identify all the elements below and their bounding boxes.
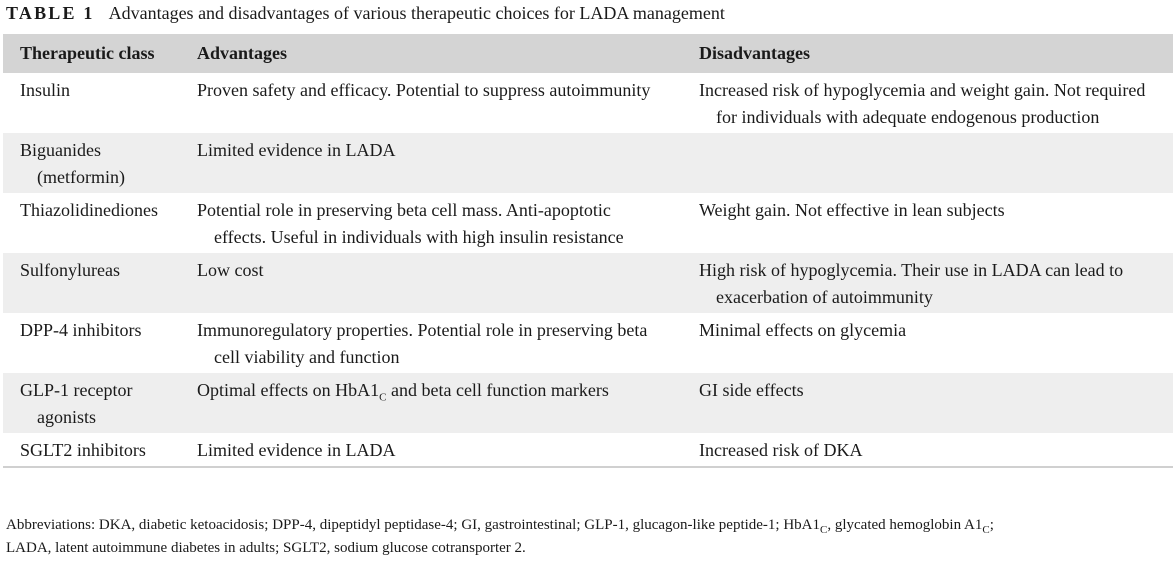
cell-advantages <box>179 433 681 467</box>
cell-class <box>3 193 179 253</box>
cell-class <box>3 313 179 373</box>
class-text: SGLT2 inhibitors <box>20 440 146 460</box>
class-text: Thiazolidinediones <box>20 200 158 220</box>
header-disadvantages: Disadvantages <box>681 34 1173 73</box>
cell-disadvantages <box>681 373 1173 433</box>
advantages-text: Potential role in preserving beta cell mass. Anti-apoptotic effects. Useful in individuals with high insulin resistance <box>197 200 624 247</box>
disadvantages-text: Increased risk of DKA <box>699 440 863 460</box>
cell-class <box>3 373 179 433</box>
footnote-sub1: C <box>820 524 828 536</box>
table-row <box>3 433 1173 467</box>
cell-advantages <box>179 133 681 193</box>
table-row <box>3 133 1173 193</box>
table-footnote <box>6 514 1172 560</box>
table-header-row <box>3 34 1173 73</box>
cell-class <box>3 433 179 467</box>
cell-disadvantages <box>681 433 1173 467</box>
disadvantages-text: Minimal effects on glycemia <box>699 320 907 340</box>
disadvantages-text: Increased risk of hypoglycemia and weight gain. Not required for individuals with adequate endogenous production <box>699 80 1146 127</box>
cell-disadvantages <box>681 133 1173 193</box>
table-row <box>3 193 1173 253</box>
table-title: Advantages and disadvantages of various therapeutic choices for LADA management <box>108 3 725 23</box>
therapy-table <box>3 34 1173 468</box>
header-therapeutic-class: Therapeutic class <box>3 34 179 73</box>
footnote-part1: Abbreviations: DKA, diabetic ketoacidosis; DPP-4, dipeptidyl peptidase-4; GI, gastrointestinal; GLP-1, glucagon-like peptide-1; HbA1 <box>6 517 821 533</box>
hba1c-subscript: C <box>379 391 387 404</box>
class-text: DPP-4 inhibitors <box>20 320 142 340</box>
advantages-text-post: and beta cell function markers <box>386 380 609 400</box>
footnote-sub2: C <box>982 524 990 536</box>
table-row <box>3 313 1173 373</box>
header-advantages: Advantages <box>179 34 681 73</box>
cell-disadvantages <box>681 253 1173 313</box>
cell-class <box>3 73 179 133</box>
table-row <box>3 253 1173 313</box>
class-text: Sulfonylureas <box>20 260 120 280</box>
cell-advantages <box>179 253 681 313</box>
class-text: GLP-1 receptor agonists <box>20 380 133 427</box>
cell-advantages <box>179 313 681 373</box>
advantages-text <box>197 377 663 404</box>
advantages-text: Proven safety and efficacy. Potential to suppress autoimmunity <box>197 80 651 100</box>
table-label: TABLE 1 <box>6 3 95 23</box>
table-row <box>3 73 1173 133</box>
disadvantages-text: GI side effects <box>699 380 804 400</box>
disadvantages-text: High risk of hypoglycemia. Their use in LADA can lead to exacerbation of autoimmunity <box>699 260 1124 307</box>
table-row <box>3 373 1173 433</box>
cell-advantages <box>179 73 681 133</box>
advantages-text-pre: Optimal effects on HbA1 <box>197 380 380 400</box>
footnote-line2: LADA, latent autoimmune diabetes in adults; SGLT2, sodium glucose cotransporter 2. <box>6 540 526 556</box>
cell-disadvantages <box>681 313 1173 373</box>
cell-class <box>3 133 179 193</box>
cell-disadvantages <box>681 73 1173 133</box>
footnote-part2: , glycated hemoglobin A1 <box>827 517 983 533</box>
advantages-text: Low cost <box>197 260 264 280</box>
cell-class <box>3 253 179 313</box>
table-caption <box>6 2 725 24</box>
advantages-text: Limited evidence in LADA <box>197 440 396 460</box>
advantages-text: Limited evidence in LADA <box>197 140 396 160</box>
class-text: Biguanides (metformin) <box>20 140 125 187</box>
class-text: Insulin <box>20 80 71 100</box>
cell-advantages <box>179 193 681 253</box>
disadvantages-text: Weight gain. Not effective in lean subjects <box>699 200 1005 220</box>
footnote-part3: ; <box>989 517 994 533</box>
advantages-text: Immunoregulatory properties. Potential role in preserving beta cell viability and function <box>197 320 648 367</box>
cell-disadvantages <box>681 193 1173 253</box>
cell-advantages <box>179 373 681 433</box>
